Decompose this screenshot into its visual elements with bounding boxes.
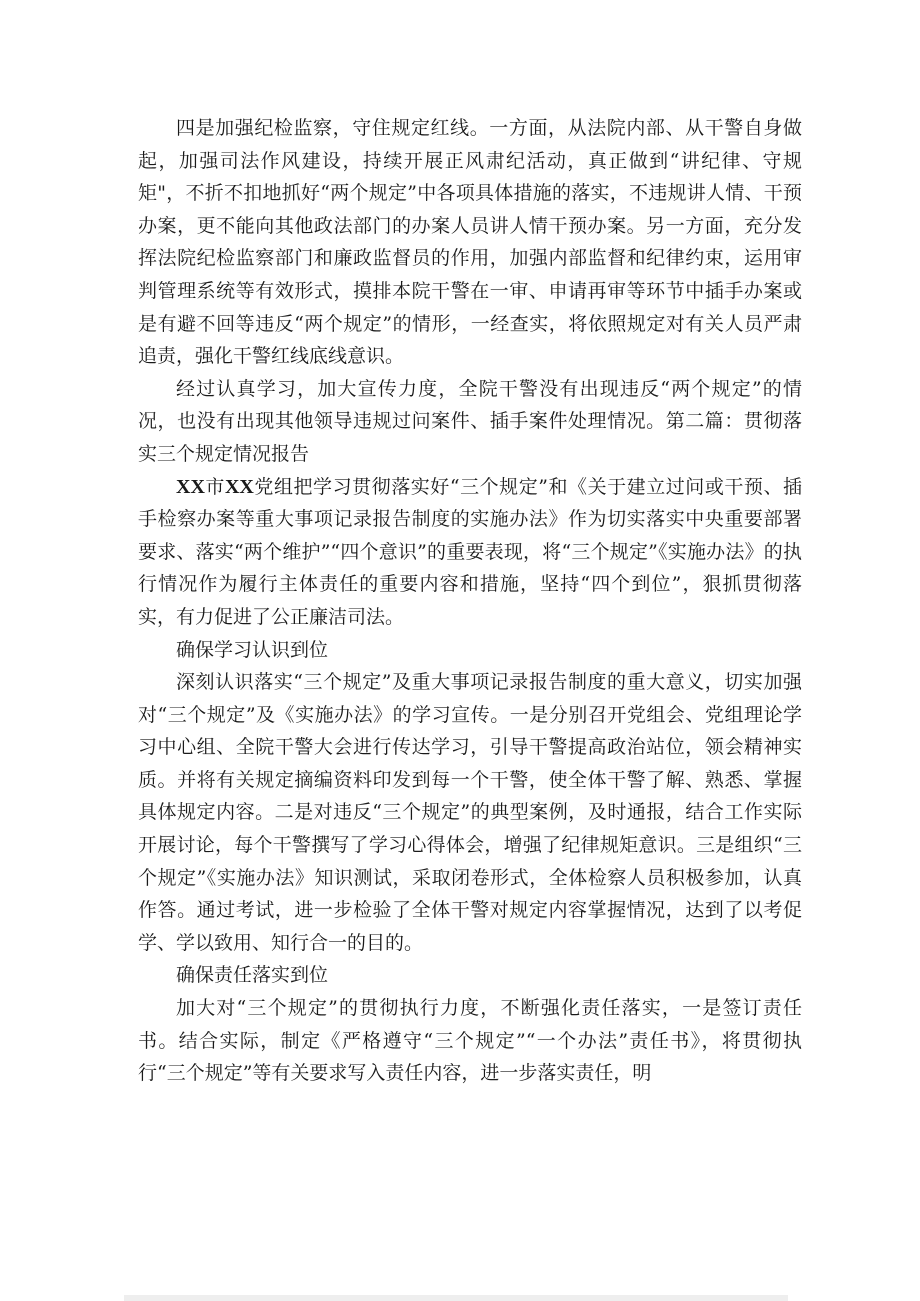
paragraph-responsibility: 加大对“三个规定”的贯彻执行力度，不断强化责任落实，一是签订责任书。结合实际，制定《严格遵守“三个规定”“一个办法”责任书》，将贯彻执行“三个规定”等有关要求写入责任内容，进一步落实责任，明 <box>138 997 802 1085</box>
city-suffix: 市 <box>204 475 225 498</box>
section-heading-study: 确保学习认识到位 <box>176 638 329 661</box>
page-bottom-edge <box>124 1295 788 1301</box>
paragraph-party-group-text: 党组把学习贯彻落实好“三个规定”和《关于建立过问或干预、插手检察办案等重大事项记录报告制度的实施办法》作为切实落实中央重要部署要求、落实“两个维护”“四个意识”的重要表现，将“三个规定”《实施办法》的执行情况作为履行主体责任的重要内容和措施，坚持“四个到位”，狠抓贯彻落实，有力促进了公正廉洁司法。 <box>138 475 802 628</box>
city-placeholder: XX <box>176 475 205 498</box>
section-heading-responsibility: 确保责任落实到位 <box>176 964 329 987</box>
paragraph-study-awareness: 深刻认识落实“三个规定”及重大事项记录报告制度的重大意义，切实加强对“三个规定”及《实施办法》的学习宣传。一是分别召开党组会、党组理论学习中心组、全院干警大会进行传达学习，引导干警提高政治站位，领会精神实质。并将有关规定摘编资料印发到每一个干警，使全体干警了解、熟悉、掌握具体规定内容。二是对违反“三个规定”的典型案例，及时通报，结合工作实际开展讨论，每个干警撰写了学习心得体会，增强了纪律规矩意识。三是组织“三个规定”《实施办法》知识测试，采取闭卷形式，全体检察人员积极参加，认真作答。通过考试，进一步检验了全体干警对规定内容掌握情况，达到了以考促学、学以致用、知行合一的目的。 <box>138 671 802 954</box>
organization-placeholder: XX <box>224 475 254 498</box>
paragraph-summary-and-second-article-title: 经过认真学习，加大宣传力度，全院干警没有出现违反“两个规定”的情况，也没有出现其他领导违规过问案件、插手案件处理情况。第二篇：贯彻落实三个规定情况报告 <box>138 377 802 465</box>
document-body <box>138 112 802 1090</box>
paragraph-party-group-implementation <box>138 471 802 634</box>
paragraph-discipline-inspection: 四是加强纪检监察，守住规定红线。一方面，从法院内部、从干警自身做起，加强司法作风建设，持续开展正风肃纪活动，真正做到“讲纪律、守规矩"，不折不扣地抓好“两个规定”中各项具体措施的落实，不违规讲人情、干预办案，更不能向其他政法部门的办案人员讲人情干预办案。另一方面，充分发挥法院纪检监察部门和廉政监督员的作用，加强内部监督和纪律约束，运用审判管理系统等有效形式，摸排本院干警在一审、申请再审等环节中插手办案或是有避不回等违反“两个规定”的情形，一经查实，将依照规定对有关人员严肃追责，强化干警红线底线意识。 <box>138 117 802 368</box>
